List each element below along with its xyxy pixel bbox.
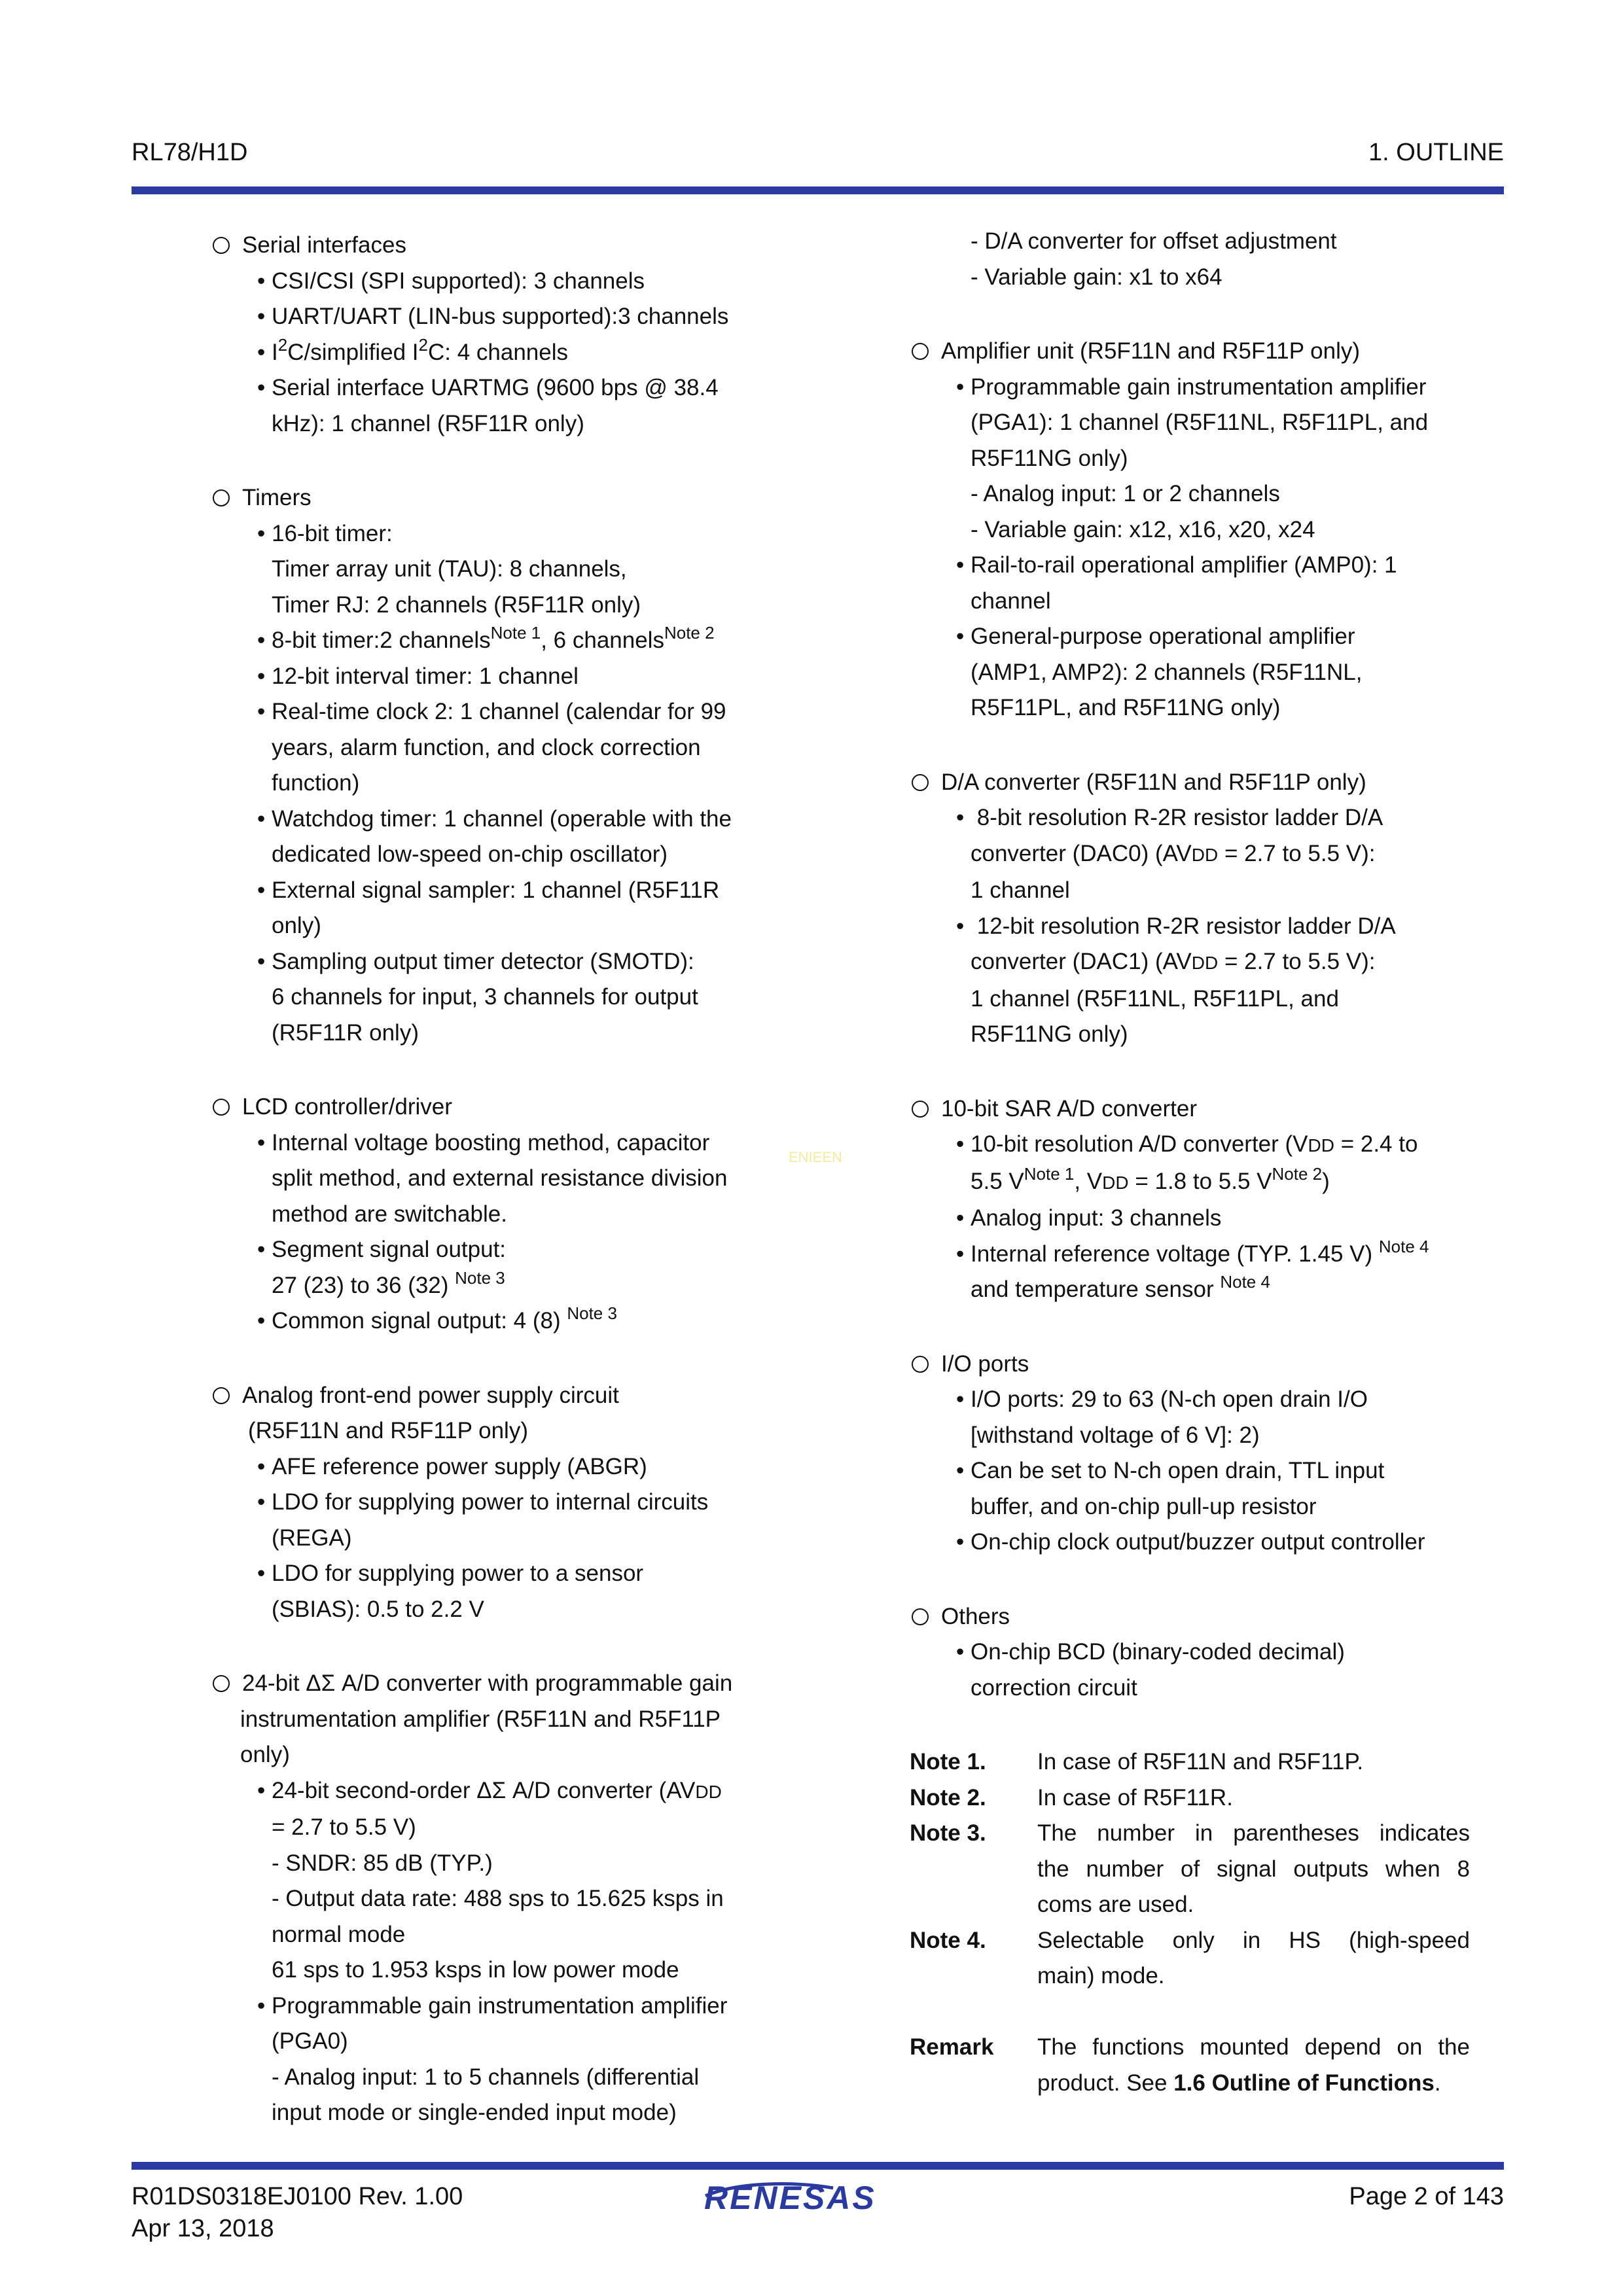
circle-bullet-icon [213,489,230,506]
list-item: • Programmable gain instrumentation amplifier [910,370,1472,406]
list-item: • 24-bit second-order ΔΣ A/D converter (AVDD [211,1773,787,1810]
header-product: RL78/H1D [132,139,248,166]
circle-bullet-icon [213,1099,230,1116]
list-item: • LDO for supplying power to internal circuits [211,1485,787,1521]
list-item: • Internal voltage boosting method, capacitor [211,1125,787,1161]
header-section: 1. OUTLINE [1368,139,1504,166]
section-title: Amplifier unit (R5F11N and R5F11P only) [941,338,1360,364]
right-column [910,224,1472,2101]
left-column [211,228,787,2131]
circle-bullet-icon [912,343,929,360]
section-io-ports: I/O ports • I/O ports: 29 to 63 (N-ch open drain I/O [withstand voltage of 6 V]: 2) • Can be set to N-ch open drain, TTL input buffer, and on-chip pull-up resistor • On-chip clock output/buzzer output controller [910,1347,1472,1561]
section-serial-interfaces: Serial interfaces • CSI/CSI (SPI supported): 3 channels • UART/UART (LIN-bus supported):3 channels • $I^2C$/simplified $I^2C$: 4 channels • Serial interface UARTMG (9600 bps @ 38.4 kHz): 1 channel (R5F11R only) [211,228,787,442]
section-adc-continued: - D/A converter for offset adjustment - Variable gain: x1 to x64 [971,228,1337,290]
list-item: • Programmable gain instrumentation amplifier [211,1988,787,2024]
circle-bullet-icon [912,774,929,791]
section-24bit-adc: 24-bit ΔΣ A/D converter with programmable gain instrumentation amplifier (R5F11N and R5F11P only) • 24-bit second-order ΔΣ A/D converter (AVDD = 2.7 to 5.5 V) - SNDR: 85 dB (TYP.) - Output data rate: 488 sps to 15.625 ksps in normal mode 61 sps to 1.953 ksps in low power mode • Programmable gain instrumentation amplifier (PGA0) - Analog input: 1 to 5 channels (differential input mode or single-ended input mode) [211,1666,787,2131]
list-item: • Real-time clock 2: 1 channel (calendar for 99 [211,694,787,730]
list-item: • On-chip BCD (binary-coded decimal) [910,1634,1472,1670]
circle-bullet-icon [213,1675,230,1692]
list-item: • Segment signal output: [211,1232,787,1268]
section-title: 24-bit ΔΣ A/D converter with programmable gain [242,1670,733,1696]
section-da-converter: D/A converter (R5F11N and R5F11P only) • 8-bit resolution R-2R resistor ladder D/A converter (DAC0) (AVDD = 2.7 to 5.5 V): 1 channel • 12-bit resolution R-2R resistor ladder D/A converter (DAC1) (AVDD = 2.7 to 5.5 V): 1 channel (R5F11NL, R5F11PL, and R5F11NG only) [910,765,1472,1053]
section-amplifier-unit: Amplifier unit (R5F11N and R5F11P only) • Programmable gain instrumentation amplifier (PGA1): 1 channel (R5F11NL, R5F11PL, and R5F11NG only) - Analog input: 1 or 2 channels - Variable gain: x12, x16, x20, x24 • Rail-to-rail operational amplifier (AMP0): 1 channel • General-purpose operational amplifier (AMP1, AMP2): 2 channels (R5F11NL, R5F11PL, and R5F11NG only) [910,334,1472,726]
circle-bullet-icon [912,1356,929,1373]
section-title: 10-bit SAR A/D converter [941,1095,1197,1122]
list-item: • Rail-to-rail operational amplifier (AMP0): 1 [910,548,1472,584]
note-4: Note 4. Selectable only in HS (high-speed [910,1927,1470,1953]
list-item: • LDO for supplying power to a sensor [211,1556,787,1592]
section-sar-adc: 10-bit SAR A/D converter • 10-bit resolution A/D converter (VDD = 2.4 to 5.5 $V^{Note 1}$, VDD = 1.8 to 5.5 $V^{Note 2}$) • Analog input: 3 channels • Internal reference voltage (TYP. 1.45 V) $^{Note 4}$ and temperature sensor $^{Note 4}$ [910,1091,1472,1308]
note-3: Note 3. The number in parentheses indicates [910,1820,1470,1846]
note-2: Note 2. In case of R5F11R. [910,1784,1233,1810]
circle-bullet-icon [213,1387,230,1404]
list-item: • 10-bit resolution A/D converter (VDD = 2.4 to [910,1127,1472,1164]
notes-block: Note 1. In case of R5F11N and R5F11P. Note 2. In case of R5F11R. Note 3. The number in parentheses indicates the number of signal outputs when 8 coms are used. Note 4. Selectable only in HS (high-speed main) mode. Remark The functions mounted depend on the product. See 1.6 Outline of Functions. [910,1744,1470,2101]
section-title: Timers [242,485,312,510]
section-others: Others • On-chip BCD (binary-coded decimal) correction circuit [910,1599,1472,1706]
list-item: • 8-bit resolution R-2R resistor ladder D/A [910,800,1472,836]
section-title: Others [941,1603,1010,1629]
list-item: • External signal sampler: 1 channel (R5F11R [211,873,787,909]
remark: Remark The functions mounted depend on the [910,2034,1470,2060]
list-item: • 12-bit resolution R-2R resistor ladder D/A [910,909,1472,945]
footer-doc-number: R01DS0318EJ0100 Rev. 1.00 [132,2183,463,2210]
logo-text: RENESAS [704,2180,876,2216]
list-item: • Analog input: 3 channels [910,1201,1472,1237]
list-item: • Common signal output: 4 (8) $^{Note 3}$ [211,1303,787,1339]
list-item: • On-chip clock output/buzzer output controller [910,1525,1472,1561]
list-item: • UART/UART (LIN-bus supported):3 channels [211,299,787,335]
list-item: • 8-bit timer:2 channels$^{Note 1}$, 6 channels$^{Note 2}$ [211,623,787,659]
list-item: • AFE reference power supply (ABGR) [211,1449,787,1485]
section-title: Serial interfaces [242,232,406,258]
section-timers: Timers • 16-bit timer: Timer array unit (TAU): 8 channels, Timer RJ: 2 channels (R5F11R only) • 8-bit timer:2 channels$^{Note 1}$, 6 channels$^{Note 2}$ • 12-bit interval timer: 1 channel • Real-time clock 2: 1 channel (calendar for 99 years, alarm function, and clock correction function) • Watchdog timer: 1 channel (operable with the dedicated low-speed on-chip oscillator) • External signal sampler: 1 channel (R5F11R only) • Sampling output timer detector (SMOTD): 6 channels for input, 3 channels for output (R5F11R only) [211,480,787,1051]
list-item: • $I^2C$/simplified $I^2C$: 4 channels [211,335,787,371]
circle-bullet-icon [912,1101,929,1118]
section-reference-link: 1.6 Outline of Functions [1173,2070,1435,2096]
list-item: • Watchdog timer: 1 channel (operable with the [211,802,787,838]
section-afe-power: Analog front-end power supply circuit (R5F11N and R5F11P only) • AFE reference power supply (ABGR) • LDO for supplying power to internal circuits (REGA) • LDO for supplying power to a sensor (SBIAS): 0.5 to 2.2 V [211,1378,787,1628]
footer-date: Apr 13, 2018 [132,2215,274,2242]
circle-bullet-icon [912,1608,929,1625]
list-item: • Sampling output timer detector (SMOTD): [211,944,787,980]
section-title: Analog front-end power supply circuit [242,1382,619,1408]
section-title: I/O ports [941,1351,1029,1377]
list-item: • Internal reference voltage (TYP. 1.45 V) $^{Note 4}$ [910,1237,1472,1273]
renesas-logo [699,2174,941,2219]
list-item: • 12-bit interval timer: 1 channel [211,659,787,695]
section-title: D/A converter (R5F11N and R5F11P only) [941,769,1366,795]
list-item: • I/O ports: 29 to 63 (N-ch open drain I/O [910,1382,1472,1418]
note-1: Note 1. In case of R5F11N and R5F11P. [910,1749,1364,1775]
list-item: • Can be set to N-ch open drain, TTL input [910,1453,1472,1489]
footer-rule [132,2162,1504,2170]
list-item: • Serial interface UARTMG (9600 bps @ 38.4 [211,370,787,406]
list-item: • 16-bit timer: [211,516,787,552]
list-item: • CSI/CSI (SPI supported): 3 channels [211,264,787,300]
section-title: LCD controller/driver [242,1094,452,1120]
header-rule [132,186,1504,194]
list-item: • General-purpose operational amplifier [910,619,1472,655]
watermark-text: ENIEEN [789,1149,842,1165]
circle-bullet-icon [213,237,230,254]
section-lcd: LCD controller/driver • Internal voltage boosting method, capacitor split method, and external resistance division method are switchable. • Segment signal output: 27 (23) to 36 (32) $^{Note 3}$ • Common signal output: 4 (8) $^{Note 3}$ [211,1089,787,1339]
footer-page-number: Page 2 of 143 [1349,2183,1504,2210]
